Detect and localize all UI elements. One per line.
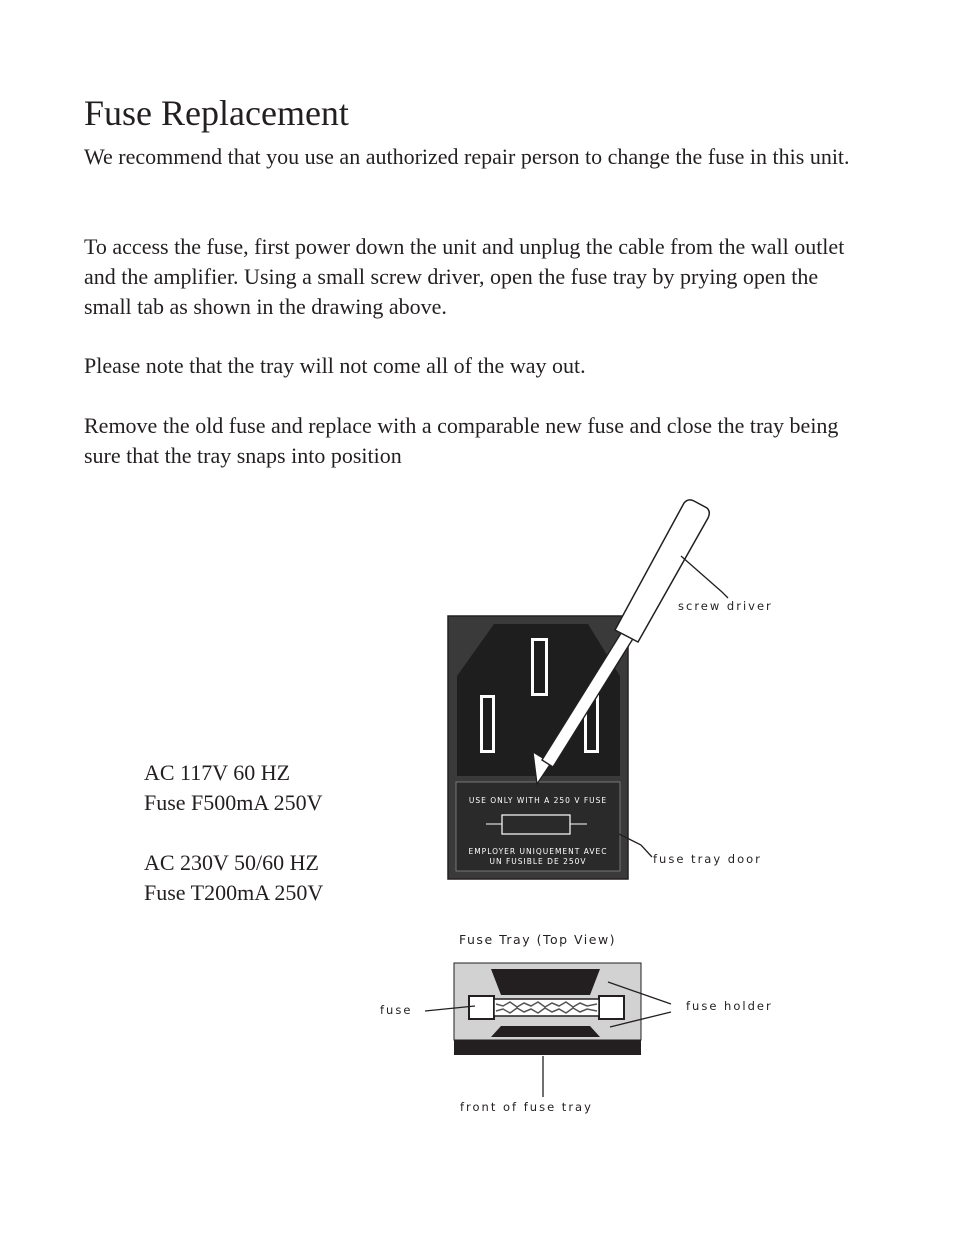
fuse (469, 996, 624, 1019)
spec-117v-voltage: AC 117V 60 HZ (144, 760, 291, 785)
fuse-holder-label: fuse holder (686, 999, 773, 1013)
spec-117v-fuse: Fuse F500mA 250V (144, 790, 323, 815)
tray-note-bottom-1: EMPLOYER UNIQUEMENT AVEC (468, 847, 608, 856)
tray-note-top: USE ONLY WITH A 250 V FUSE (468, 796, 608, 805)
fuse-holder-bottom (491, 1026, 600, 1037)
top-view-title: Fuse Tray (Top View) (459, 932, 617, 947)
screw-driver-label: screw driver (678, 599, 773, 613)
paragraph-access: To access the fuse, first power down the unit and unplug the cable from the wall outlet and the amplifier. Using a small screw driver, open the fuse tray by prying open the small tab as shown in the drawing above. (84, 234, 845, 319)
fuse-holder-top (491, 969, 600, 995)
fuse-tray-door-label: fuse tray door (653, 852, 762, 866)
front-of-fuse-tray-label: front of fuse tray (460, 1100, 593, 1114)
spec-230v-voltage: AC 230V 50/60 HZ (144, 850, 319, 875)
spec-230v-fuse: Fuse T200mA 250V (144, 880, 324, 905)
page-title: Fuse Replacement (84, 93, 349, 133)
tray-note-bottom-2: UN FUSIBLE DE 250V (489, 857, 587, 866)
fuse-tray-front (454, 1040, 641, 1055)
fuse-label: fuse (380, 1003, 413, 1017)
paragraph-replace: Remove the old fuse and replace with a comparable new fuse and close the tray being sure that the tray snaps into position (84, 413, 839, 468)
paragraph-intro: We recommend that you use an authorized repair person to change the fuse in this unit. (84, 144, 850, 169)
paragraph-note: Please note that the tray will not come all of the way out. (84, 353, 586, 378)
